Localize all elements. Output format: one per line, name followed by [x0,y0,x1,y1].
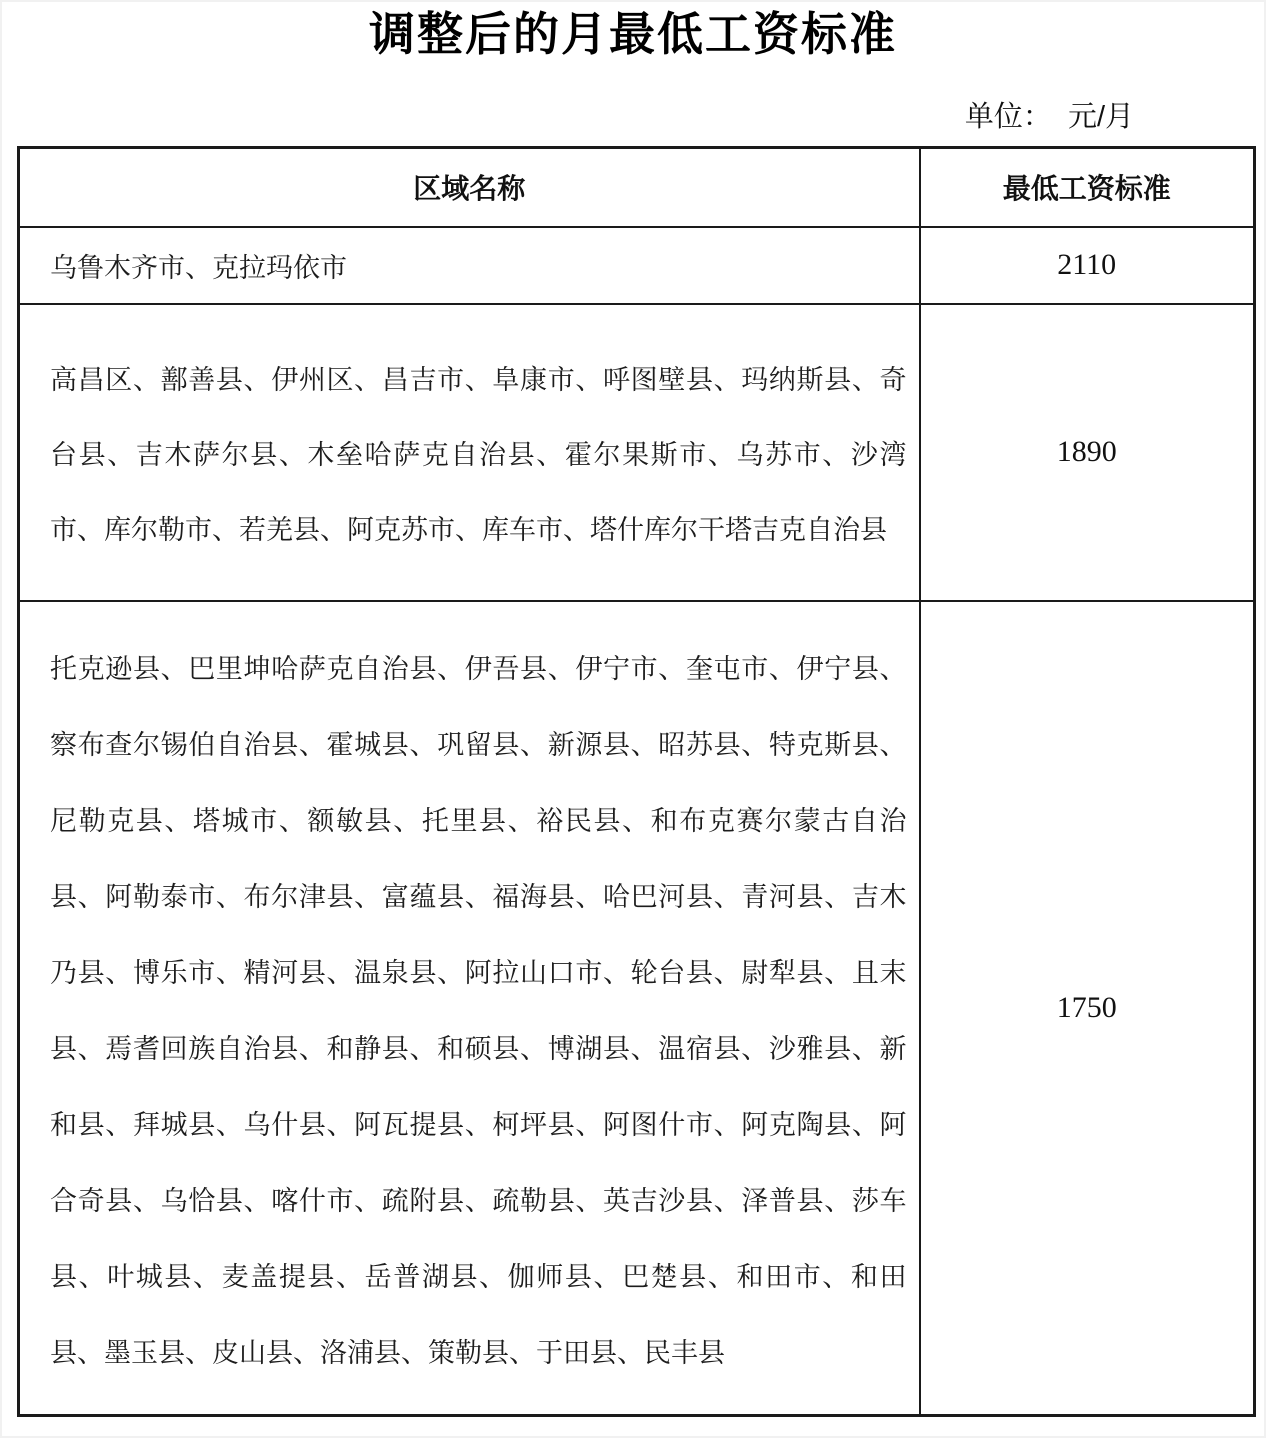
column-header-region: 区域名称 [19,148,920,227]
region-names-tier-2: 高昌区、鄯善县、伊州区、昌吉市、阜康市、呼图壁县、玛纳斯县、奇台县、吉木萨尔县、木垒哈萨克自治县、霍尔果斯市、乌苏市、沙湾市、库尔勒市、若羌县、阿克苏市、库车市、塔什库尔干塔吉克自治县 [19,304,920,601]
column-header-standard: 最低工资标准 [920,148,1255,227]
page-title: 调整后的月最低工资标准 [369,9,897,60]
unit-label: 单位： 元/月 [964,101,1134,133]
table-header-row [19,148,1255,227]
wage-value-tier-3: 1750 [920,601,1255,1416]
region-names-tier-1: 乌鲁木齐市、克拉玛依市 [19,227,920,304]
wage-value-tier-2: 1890 [920,304,1255,601]
region-names-tier-3: 托克逊县、巴里坤哈萨克自治县、伊吾县、伊宁市、奎屯市、伊宁县、察布查尔锡伯自治县、霍城县、巩留县、新源县、昭苏县、特克斯县、尼勒克县、塔城市、额敏县、托里县、裕民县、和布克赛尔蒙古自治县、阿勒泰市、布尔津县、富蕴县、福海县、哈巴河县、青河县、吉木乃县、博乐市、精河县、温泉县、阿拉山口市、轮台县、尉犁县、且末县、焉耆回族自治县、和静县、和硕县、博湖县、温宿县、沙雅县、新和县、拜城县、乌什县、阿瓦提县、柯坪县、阿图什市、阿克陶县、阿合奇县、乌恰县、喀什市、疏附县、疏勒县、英吉沙县、泽普县、莎车县、叶城县、麦盖提县、岳普湖县、伽师县、巴楚县、和田市、和田县、墨玉县、皮山县、洛浦县、策勒县、于田县、民丰县 [19,601,920,1416]
table-row-tier-1 [19,227,1255,304]
table-row-tier-3 [19,601,1255,1416]
minimum-wage-table [17,146,1256,1417]
wage-value-tier-1: 2110 [920,227,1255,304]
table-row-tier-2 [19,304,1255,601]
